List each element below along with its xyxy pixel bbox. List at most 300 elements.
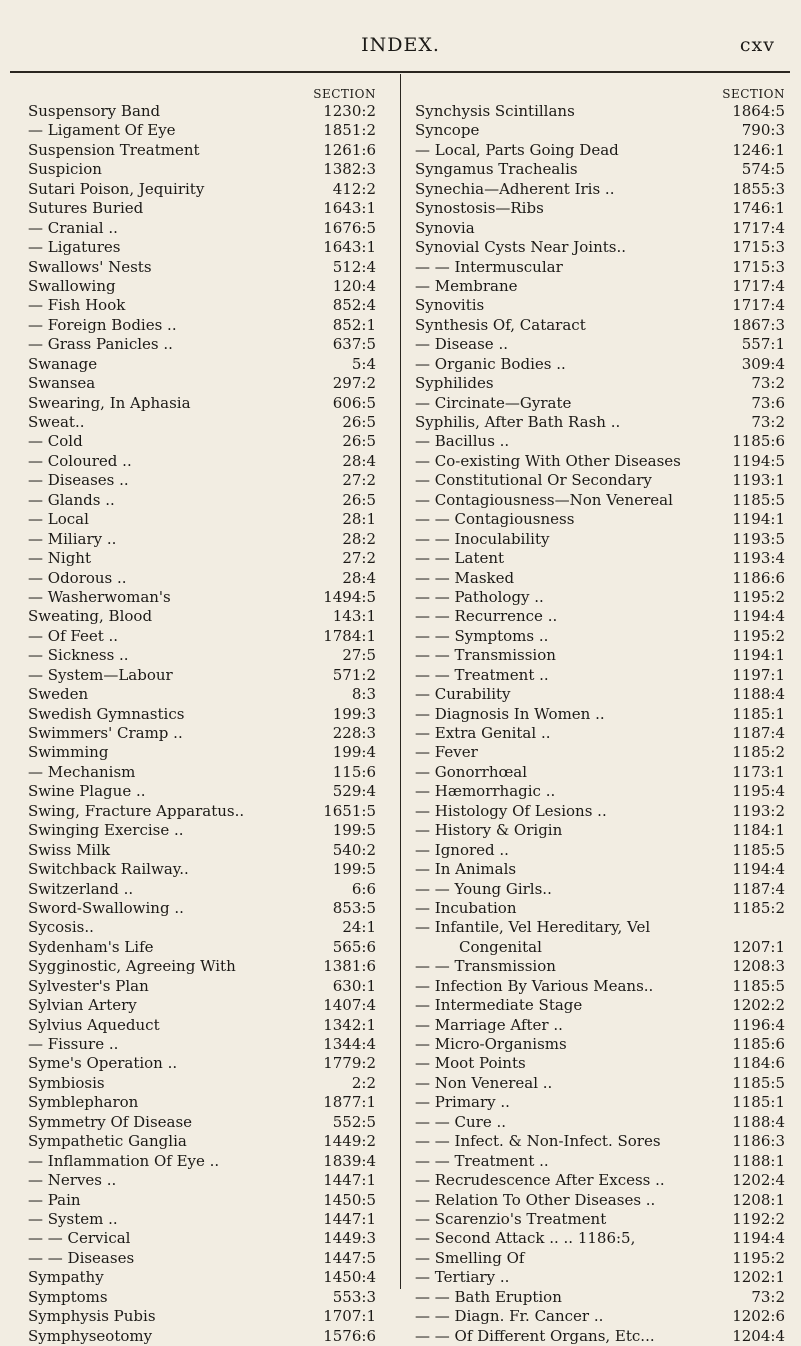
- index-entry: [28, 1268, 376, 1287]
- entry-section: 1342:1: [323, 1015, 376, 1034]
- entry-term: Symphysis Pubis: [28, 1307, 156, 1326]
- entry-term: — — Of Different Organs, Etc...: [415, 1326, 655, 1345]
- index-entry: [28, 743, 376, 762]
- entry-term: — History & Origin: [415, 821, 563, 840]
- entry-section: 1651:5: [323, 801, 376, 820]
- entry-section: 26:5: [342, 413, 376, 431]
- entry-section: 28:4: [342, 451, 376, 470]
- entry-section: 1864:5: [732, 102, 785, 120]
- index-entry: [28, 938, 376, 957]
- entry-section: 1382:3: [323, 160, 376, 179]
- entry-section: 1643:1: [323, 199, 376, 218]
- index-entry: [28, 899, 376, 918]
- entry-term: — — Infect. & Non-Infect. Sores: [415, 1132, 661, 1151]
- entry-term: Sylvester's Plan: [28, 976, 149, 995]
- entry-term: — Ligatures: [28, 238, 121, 257]
- entry-section: 1185:1: [732, 704, 785, 723]
- entry-section: 1715:3: [732, 257, 785, 276]
- index-entry: [415, 1210, 785, 1229]
- entry-section: 1449:2: [323, 1132, 376, 1151]
- entry-term: Switchback Railway..: [28, 860, 189, 879]
- entry-term: Sympathy: [28, 1268, 104, 1287]
- entry-term: Synovia: [415, 218, 475, 237]
- entry-term: — Fish Hook: [28, 296, 126, 315]
- entry-term: — Night: [28, 549, 91, 568]
- entry-term: — Scarenzio's Treatment: [415, 1209, 607, 1228]
- index-entry: [415, 1191, 785, 1210]
- entry-term: — Foreign Bodies ..: [28, 315, 177, 334]
- index-entry: [28, 394, 376, 413]
- index-entry: [415, 471, 785, 490]
- index-entry: [415, 452, 785, 471]
- entry-section: 553:3: [332, 1287, 376, 1306]
- entry-section: 540:2: [332, 840, 376, 859]
- entry-section: 1877:1: [323, 1093, 376, 1112]
- entry-term: Swanage: [28, 354, 98, 373]
- index-list-right: [415, 102, 785, 1346]
- entry-section: 1186:3: [732, 1132, 785, 1151]
- index-entry: [415, 1113, 785, 1132]
- entry-section: 529:4: [332, 782, 376, 801]
- index-entry: [415, 1288, 785, 1307]
- entry-term: Symblepharon: [28, 1093, 139, 1112]
- entry-term: Swearing, In Aphasia: [28, 393, 191, 412]
- index-entry: [415, 880, 785, 899]
- entry-section: 852:1: [332, 315, 376, 334]
- index-entry: [415, 1249, 785, 1268]
- entry-section: 120:4: [332, 276, 376, 295]
- entry-term: — Ignored ..: [415, 840, 509, 859]
- entry-term: — Constitutional Or Secondary: [415, 471, 652, 490]
- entry-term: Synechia—Adherent Iris ..: [415, 179, 615, 198]
- entry-section: 1447:5: [323, 1248, 376, 1267]
- index-entry: [28, 705, 376, 724]
- index-entry: [415, 1093, 785, 1112]
- entry-term: — Cold: [28, 432, 83, 451]
- entry-section: 1449:3: [323, 1229, 376, 1248]
- index-entry: [28, 413, 376, 432]
- entry-term: — Washerwoman's: [28, 587, 171, 606]
- index-entry: [415, 530, 785, 549]
- right-column: [415, 86, 785, 1346]
- entry-section: 1784:1: [323, 626, 376, 645]
- index-entry: [28, 569, 376, 588]
- entry-section: 1173:1: [732, 762, 785, 781]
- entry-term: Synchysis Scintillans: [415, 102, 575, 120]
- entry-section: 1193:5: [732, 529, 785, 548]
- entry-term: — — Transmission: [415, 957, 556, 976]
- index-entry: [415, 1016, 785, 1035]
- entry-term: — — Treatment ..: [415, 665, 549, 684]
- index-entry: [28, 1074, 376, 1093]
- entry-term: — Second Attack .. .. 1186:5,: [415, 1229, 636, 1248]
- index-entry: [415, 102, 785, 121]
- entry-section: 1193:4: [732, 549, 785, 568]
- index-entry: [415, 724, 785, 743]
- index-entry: [28, 199, 376, 218]
- index-entry: [415, 1229, 785, 1248]
- index-entry: [415, 1054, 785, 1073]
- entry-section: 1195:4: [732, 782, 785, 801]
- index-entry: [415, 957, 785, 976]
- entry-section: 1855:3: [732, 179, 785, 198]
- entry-term: Swimming: [28, 743, 109, 762]
- entry-term: — — Diagn. Fr. Cancer ..: [415, 1307, 604, 1326]
- entry-term: Sylvius Aqueduct: [28, 1015, 160, 1034]
- entry-term: — Curability: [415, 685, 511, 704]
- index-entry: [415, 646, 785, 665]
- index-entry: [28, 1191, 376, 1210]
- index-entry: [28, 646, 376, 665]
- entry-section: 1195:2: [732, 626, 785, 645]
- entry-section: 1779:2: [323, 1054, 376, 1073]
- entry-term: — Sickness ..: [28, 646, 129, 665]
- index-entry: [28, 1288, 376, 1307]
- entry-term: Symphyseotomy: [28, 1326, 153, 1345]
- index-entry: [28, 1249, 376, 1268]
- index-entry: [415, 588, 785, 607]
- entry-section: 115:6: [332, 762, 376, 781]
- entry-term: Suspension Treatment: [28, 140, 200, 159]
- entry-section: 1193:2: [732, 801, 785, 820]
- entry-section: 1188:4: [732, 1112, 785, 1131]
- entry-section: 412:2: [332, 179, 376, 198]
- entry-term: — Glands ..: [28, 490, 115, 509]
- entry-term: — — Contagiousness: [415, 510, 575, 529]
- index-entry: [415, 413, 785, 432]
- entry-term: Sword-Swallowing ..: [28, 898, 184, 917]
- entry-term: — Diagnosis In Women ..: [415, 704, 605, 723]
- entry-section: 24:1: [342, 918, 376, 937]
- entry-section: 1194:4: [732, 1229, 785, 1248]
- index-entry: [28, 607, 376, 626]
- index-entry: [415, 180, 785, 199]
- entry-term: — Membrane: [415, 276, 518, 295]
- index-entry: [415, 394, 785, 413]
- index-entry: [28, 102, 376, 121]
- entry-section: 1208:1: [732, 1190, 785, 1209]
- entry-section: 6:6: [351, 879, 376, 898]
- entry-section: 606:5: [332, 393, 376, 412]
- entry-term: Suspensory Band: [28, 102, 161, 120]
- entry-term: — — Pathology ..: [415, 587, 544, 606]
- entry-section: 1202:1: [732, 1268, 785, 1287]
- index-entry: [415, 277, 785, 296]
- entry-section: 1450:5: [323, 1190, 376, 1209]
- entry-term: Suspicion: [28, 160, 102, 179]
- entry-section: 1187:4: [732, 879, 785, 898]
- entry-term: — Micro-Organisms: [415, 1035, 567, 1053]
- entry-section: 1194:5: [732, 451, 785, 470]
- index-entry: [28, 957, 376, 976]
- entry-term: — — Recurrence ..: [415, 607, 558, 626]
- entry-section: 1186:6: [732, 568, 785, 587]
- index-entry: [28, 219, 376, 238]
- index-entry: [28, 530, 376, 549]
- index-entry: [415, 316, 785, 335]
- entry-term: — Infantile, Vel Hereditary, Vel: [415, 918, 651, 937]
- entry-term: Sweat..: [28, 413, 85, 431]
- index-entry: [28, 763, 376, 782]
- entry-section: 1344:4: [323, 1035, 376, 1053]
- index-entry: [28, 841, 376, 860]
- entry-section: 73:6: [751, 393, 785, 412]
- entry-term: Congenital: [459, 937, 542, 956]
- index-list-left: [28, 102, 376, 1346]
- entry-term: — Infection By Various Means..: [415, 976, 654, 995]
- entry-term: — Ligament Of Eye: [28, 121, 176, 140]
- entry-section: 1192:2: [732, 1209, 785, 1228]
- entry-section: 1447:1: [323, 1209, 376, 1228]
- entry-term: — — Diseases: [28, 1248, 135, 1267]
- entry-section: 1194:1: [732, 510, 785, 529]
- index-entry: [415, 821, 785, 840]
- header-rule: [10, 71, 790, 73]
- entry-term: Syncope: [415, 121, 480, 140]
- entry-term: — — Inoculability: [415, 529, 550, 548]
- entry-section: 1184:6: [732, 1054, 785, 1073]
- index-entry: [28, 296, 376, 315]
- index-entry: [28, 1132, 376, 1151]
- index-entry: [28, 1054, 376, 1073]
- index-entry: [415, 432, 785, 451]
- entry-section: 1185:1: [732, 1093, 785, 1112]
- entry-section: 1746:1: [732, 199, 785, 218]
- entry-section: 1188:1: [732, 1151, 785, 1170]
- entry-term: — — Young Girls..: [415, 879, 552, 898]
- index-entry: [415, 685, 785, 704]
- page-number: cxv: [739, 34, 775, 56]
- index-entry: [415, 238, 785, 257]
- entry-section: 637:5: [332, 335, 376, 354]
- entry-term: — Grass Panicles ..: [28, 335, 173, 354]
- index-entry: [28, 588, 376, 607]
- entry-section: 1717:4: [732, 218, 785, 237]
- entry-section: 1717:4: [732, 296, 785, 315]
- entry-section: 1185:2: [732, 743, 785, 762]
- entry-term: — Coloured ..: [28, 451, 132, 470]
- index-entry: [28, 880, 376, 899]
- index-entry: [415, 705, 785, 724]
- entry-section: 199:5: [332, 860, 376, 879]
- index-entry: [415, 666, 785, 685]
- entry-term: Symbiosis: [28, 1073, 105, 1092]
- entry-section: 1194:4: [732, 607, 785, 626]
- index-entry: [28, 1113, 376, 1132]
- index-entry: [28, 238, 376, 257]
- entry-term: Swedish Gymnastics: [28, 704, 185, 723]
- index-entry: [28, 1307, 376, 1326]
- entry-section: 552:5: [332, 1112, 376, 1131]
- entry-term: — — Bath Eruption: [415, 1287, 562, 1306]
- entry-section: 1246:1: [732, 140, 785, 159]
- index-entry: [28, 258, 376, 277]
- entry-section: 565:6: [332, 937, 376, 956]
- entry-section: 199:3: [332, 704, 376, 723]
- entry-section: 574:5: [741, 160, 785, 179]
- index-entry: [415, 491, 785, 510]
- entry-section: 26:5: [342, 432, 376, 451]
- entry-term: — Gonorrhœal: [415, 762, 528, 781]
- index-entry: [415, 1171, 785, 1190]
- entry-term: Sycosis..: [28, 918, 94, 937]
- entry-term: — — Transmission: [415, 646, 556, 665]
- entry-term: — Fissure ..: [28, 1035, 119, 1053]
- entry-term: — — Latent: [415, 549, 505, 568]
- index-entry: [415, 549, 785, 568]
- entry-term: Synovitis: [415, 296, 485, 315]
- entry-section: 73:2: [751, 413, 785, 431]
- entry-term: — Of Feet ..: [28, 626, 119, 645]
- entry-term: — Diseases ..: [28, 471, 129, 490]
- entry-section: 1261:6: [323, 140, 376, 159]
- entry-term: — Inflammation Of Eye ..: [28, 1151, 220, 1170]
- index-entry: [28, 491, 376, 510]
- index-entry: [415, 199, 785, 218]
- entry-term: Swing, Fracture Apparatus..: [28, 801, 245, 820]
- index-entry: [415, 374, 785, 393]
- section-heading-left: SECTION: [313, 87, 376, 101]
- entry-section: 1867:3: [732, 315, 785, 334]
- left-column: [28, 86, 376, 1346]
- entry-section: 852:4: [332, 296, 376, 315]
- index-entry: [28, 160, 376, 179]
- entry-section: 1447:1: [323, 1171, 376, 1190]
- entry-term: Syngamus Trachealis: [415, 160, 578, 179]
- entry-section: 1717:4: [732, 276, 785, 295]
- entry-section: 26:5: [342, 490, 376, 509]
- entry-section: 1576:6: [323, 1326, 376, 1345]
- entry-term: Sylvian Artery: [28, 996, 137, 1015]
- index-entry: [415, 1074, 785, 1093]
- entry-term: Symmetry Of Disease: [28, 1112, 193, 1131]
- page-header: [0, 30, 801, 60]
- entry-term: Swine Plague ..: [28, 782, 146, 801]
- entry-section: 1195:2: [732, 1248, 785, 1267]
- entry-section: 28:4: [342, 568, 376, 587]
- index-entry: [415, 802, 785, 821]
- entry-term: — Moot Points: [415, 1054, 526, 1073]
- entry-term: — Local, Parts Going Dead: [415, 140, 619, 159]
- entry-section: 199:5: [332, 821, 376, 840]
- index-entry: [415, 219, 785, 238]
- entry-section: 199:4: [332, 743, 376, 762]
- index-entry: [28, 860, 376, 879]
- entry-term: — Local: [28, 510, 89, 529]
- index-entry: [28, 121, 376, 140]
- index-entry: [28, 549, 376, 568]
- entry-term: — Histology Of Lesions ..: [415, 801, 607, 820]
- entry-section: 1494:5: [323, 587, 376, 606]
- index-entry: [28, 782, 376, 801]
- index-entry: [415, 841, 785, 860]
- entry-term: — — Symptoms ..: [415, 626, 549, 645]
- entry-term: Syphilis, After Bath Rash ..: [415, 413, 621, 431]
- entry-section: 1676:5: [323, 218, 376, 237]
- index-entry: [28, 471, 376, 490]
- entry-term: Synovial Cysts Near Joints..: [415, 238, 627, 257]
- entry-term: — Co-existing With Other Diseases: [415, 451, 681, 470]
- entry-section: 1195:2: [732, 587, 785, 606]
- entry-term: Swansea: [28, 374, 96, 393]
- entry-term: — Non Venereal ..: [415, 1073, 553, 1092]
- index-entry: [28, 510, 376, 529]
- entry-section: 5:4: [351, 354, 376, 373]
- index-entry: [415, 899, 785, 918]
- index-entry: [28, 996, 376, 1015]
- entry-term: — Primary ..: [415, 1093, 510, 1112]
- entry-term: — Bacillus ..: [415, 432, 510, 451]
- entry-term: — Extra Genital ..: [415, 724, 551, 742]
- entry-section: 27:2: [342, 549, 376, 568]
- entry-term: — Smelling Of: [415, 1248, 525, 1267]
- index-entry: [28, 666, 376, 685]
- entry-term: — Hæmorrhagic ..: [415, 782, 556, 801]
- index-entry: [415, 607, 785, 626]
- index-entry: [415, 121, 785, 140]
- index-entry: [415, 569, 785, 588]
- index-entry: [415, 996, 785, 1015]
- index-entry: [415, 1152, 785, 1171]
- entry-term: — System ..: [28, 1209, 118, 1228]
- entry-term: Syphilides: [415, 374, 494, 393]
- entry-section: 790:3: [741, 121, 785, 140]
- entry-term: Sympathetic Ganglia: [28, 1132, 187, 1151]
- entry-term: Swiss Milk: [28, 840, 111, 859]
- entry-section: 28:2: [342, 529, 376, 548]
- entry-term: — Circinate—Gyrate: [415, 393, 572, 412]
- entry-section: 630:1: [332, 976, 376, 995]
- index-entry: [415, 1132, 785, 1151]
- entry-section: 557:1: [741, 335, 785, 354]
- entry-section: 1194:4: [732, 860, 785, 879]
- entry-section: 853:5: [332, 898, 376, 917]
- index-entry: [415, 1327, 785, 1346]
- entry-term: — Contagiousness—Non Venereal: [415, 490, 673, 509]
- entry-section: 143:1: [332, 607, 376, 626]
- entry-term: — — Cervical: [28, 1229, 131, 1248]
- entry-section: 1715:3: [732, 238, 785, 257]
- index-entry: [28, 335, 376, 354]
- index-entry: [28, 374, 376, 393]
- index-entry: [415, 627, 785, 646]
- entry-section: 1851:2: [323, 121, 376, 140]
- entry-section: 1187:4: [732, 724, 785, 742]
- index-entry: [415, 355, 785, 374]
- entry-term: — Relation To Other Diseases ..: [415, 1190, 656, 1209]
- entry-section: 1185:6: [732, 432, 785, 451]
- index-entry: [28, 1152, 376, 1171]
- index-entry: [28, 141, 376, 160]
- index-entry: [415, 258, 785, 277]
- entry-term: Swallows' Nests: [28, 257, 152, 276]
- entry-section: 297:2: [332, 374, 376, 393]
- entry-section: 73:2: [751, 374, 785, 393]
- entry-term: — Marriage After ..: [415, 1015, 563, 1034]
- entry-term: Swallowing: [28, 276, 116, 295]
- entry-term: — Pain: [28, 1190, 81, 1209]
- index-entry: [415, 335, 785, 354]
- entry-section: 28:1: [342, 510, 376, 529]
- entry-section: 1185:6: [732, 1035, 785, 1053]
- index-entry: [28, 918, 376, 937]
- entry-section: 228:3: [332, 724, 376, 742]
- column-divider: [400, 74, 401, 1289]
- entry-section: 1208:3: [732, 957, 785, 976]
- index-entry: [28, 277, 376, 296]
- entry-term: — Miliary ..: [28, 529, 117, 548]
- index-entry: [28, 1035, 376, 1054]
